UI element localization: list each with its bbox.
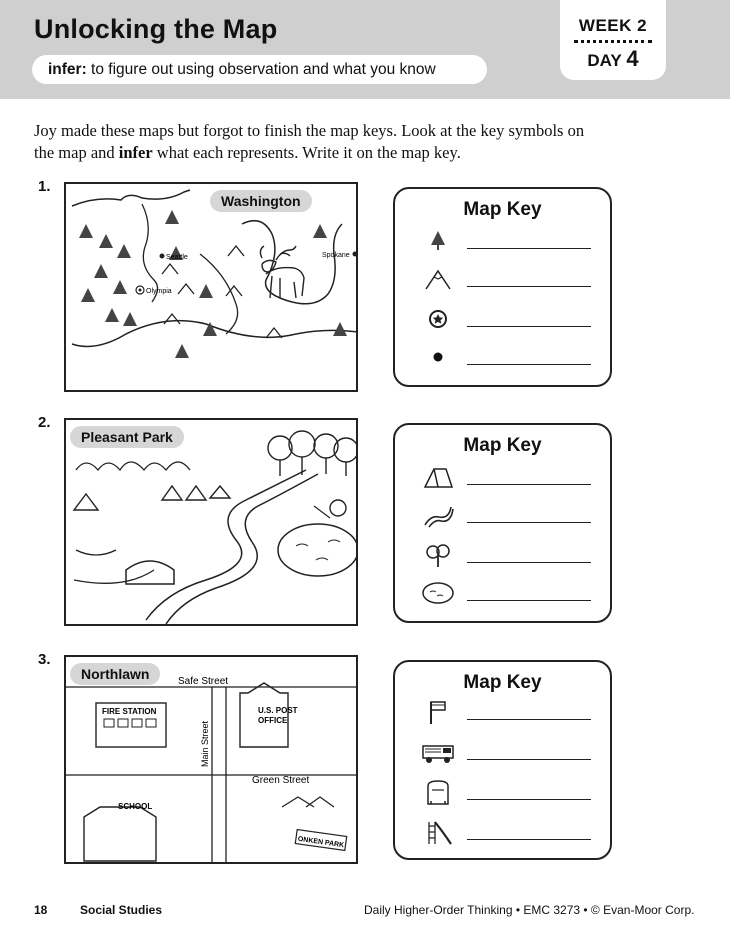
map-key-title: Map Key <box>463 199 542 220</box>
tree-icon <box>421 227 455 255</box>
answer-line[interactable] <box>467 759 591 760</box>
key-row <box>421 818 591 846</box>
map-key-2 <box>393 423 612 623</box>
answer-line[interactable] <box>467 719 591 720</box>
map-key-title: Map Key <box>463 435 542 456</box>
tree-symbols <box>79 210 347 358</box>
copyright-credit: Daily Higher-Order Thinking • EMC 3273 • © Evan-Moor Corp. <box>364 903 695 917</box>
park-drawing <box>66 420 358 626</box>
key-row <box>421 305 591 333</box>
pond-icon <box>421 579 455 607</box>
problem-number: 2. <box>38 414 51 431</box>
path-icon <box>421 501 455 529</box>
city-label-spokane: Spokane <box>322 252 350 259</box>
day-label-line <box>560 46 666 72</box>
map-title-pleasant-park: Pleasant Park <box>70 426 184 448</box>
star-in-circle-icon <box>421 305 455 333</box>
map-key-title: Map Key <box>463 672 542 693</box>
washington-map <box>64 182 358 392</box>
city-label-olympia: Olympia <box>146 288 172 295</box>
tent-icon <box>421 463 455 491</box>
fire-truck-icon <box>421 738 455 766</box>
washington-drawing <box>66 184 358 392</box>
answer-line[interactable] <box>467 839 591 840</box>
dotted-divider <box>574 40 652 43</box>
key-row <box>421 463 591 491</box>
key-row <box>421 738 591 766</box>
answer-line[interactable] <box>467 562 591 563</box>
definition-text: to figure out using observation and what you know <box>86 61 436 78</box>
key-row <box>421 501 591 529</box>
day-number: 4 <box>626 46 639 71</box>
building-label-post-office-2: OFFICE <box>258 716 288 725</box>
street-label-safe: Safe Street <box>178 676 229 687</box>
city-label-seattle: Seattle <box>166 254 188 261</box>
street-label-green: Green Street <box>252 775 310 786</box>
street-label-main: Main Street <box>200 720 210 767</box>
instructions-emphasis: infer <box>118 143 153 162</box>
tents <box>74 486 230 510</box>
pleasant-park-map <box>64 418 358 626</box>
answer-line[interactable] <box>467 522 591 523</box>
week-label: WEEK 2 <box>578 16 648 35</box>
instructions-part1: Joy made these maps but forgot to finish the map keys. Look at the key symbols on the map and <box>34 121 585 162</box>
northlawn-map <box>64 655 358 864</box>
building-label-fire-station: FIRE STATION <box>102 707 157 716</box>
key-row <box>421 541 591 569</box>
key-row <box>421 343 591 371</box>
map-key-3 <box>393 660 612 860</box>
dot-icon <box>421 343 455 371</box>
instructions-part2: what each represents. Write it on the map key. <box>152 143 461 162</box>
map-key-1 <box>393 187 612 387</box>
problem-number: 1. <box>38 178 51 195</box>
tree-icon <box>421 541 455 569</box>
day-label: DAY <box>587 51 622 70</box>
mountain-icon <box>421 265 455 293</box>
week-day-tab <box>560 0 666 80</box>
map-title-washington: Washington <box>210 190 312 212</box>
problem-number: 3. <box>38 651 51 668</box>
answer-line[interactable] <box>467 364 591 365</box>
building-label-school: SCHOOL <box>118 802 153 811</box>
answer-line[interactable] <box>467 600 591 601</box>
building-label-post-office-1: U.S. POST <box>258 706 298 715</box>
definition-box <box>32 55 487 84</box>
northlawn-drawing <box>66 657 358 864</box>
subject-label: Social Studies <box>80 903 163 917</box>
moose-drawing <box>260 246 304 298</box>
page-title: Unlocking the Map <box>34 14 278 44</box>
page-number: 18 <box>34 903 48 917</box>
answer-line[interactable] <box>467 326 591 327</box>
definition-term: infer: <box>48 61 87 78</box>
key-row <box>421 778 591 806</box>
park-sign-label: ONKEN PARK <box>297 835 345 850</box>
slide-icon <box>421 818 455 846</box>
key-row <box>421 265 591 293</box>
answer-line[interactable] <box>467 286 591 287</box>
map-title-northlawn: Northlawn <box>70 663 160 685</box>
key-row <box>421 227 591 255</box>
instructions <box>34 120 594 164</box>
mailbox-icon <box>421 778 455 806</box>
flag-icon <box>421 698 455 726</box>
key-row <box>421 698 591 726</box>
tree-cluster <box>268 431 358 476</box>
answer-line[interactable] <box>467 484 591 485</box>
answer-line[interactable] <box>467 799 591 800</box>
answer-line[interactable] <box>467 248 591 249</box>
key-row <box>421 579 591 607</box>
